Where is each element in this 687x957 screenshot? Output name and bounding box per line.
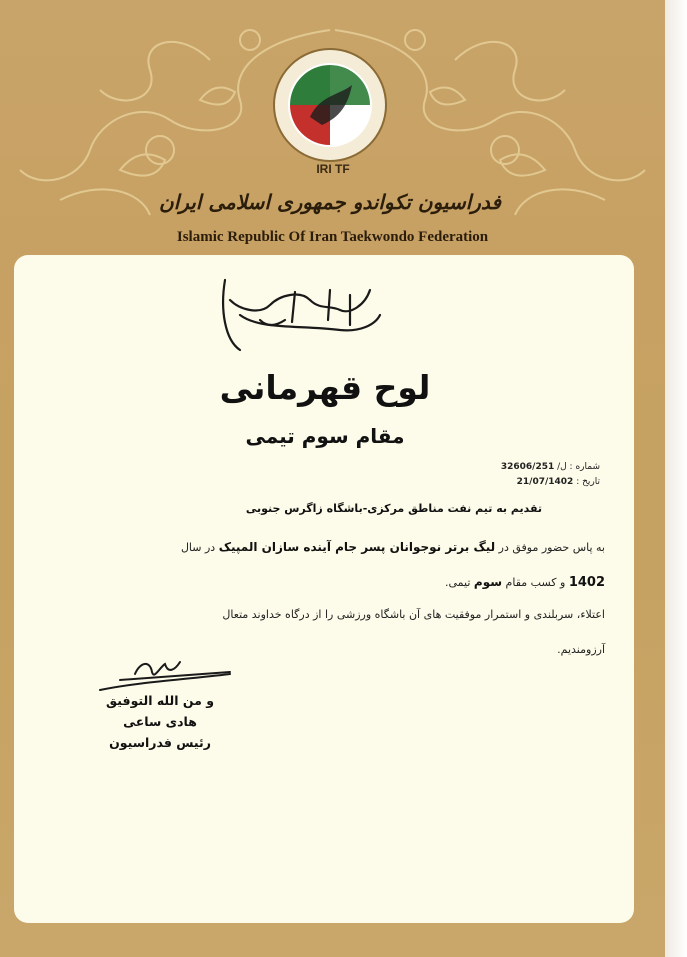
body-line-2-end: تیمی. [445, 576, 471, 589]
emblem-acronym: IRI TF [316, 162, 350, 176]
body-line-4: آرزومندیم. [557, 643, 605, 656]
body-line-2-mid: و کسب مقام [505, 576, 566, 589]
scan-margin [665, 0, 687, 957]
date-value: 21/07/1402 [516, 477, 574, 487]
rank-word: سوم [473, 575, 503, 589]
year-value: 1402 [568, 575, 605, 590]
body-line-1-start: به پاس حضور موفق در [498, 541, 605, 554]
body-line-2 [85, 575, 605, 590]
signature-block [100, 690, 220, 753]
body-line-3: اعتلاء، سربلندی و استمرار موفقیت های آن باشگاه ورزشی را از درگاه خداوند متعال [222, 608, 605, 621]
federation-emblem [270, 45, 390, 165]
basmala-calligraphy [200, 270, 400, 355]
signature-line-1: و من الله التوفیق [106, 693, 214, 708]
federation-name-persian: فدراسیون تکواندو جمهوری اسلامی ایران [159, 190, 501, 214]
issue-date [517, 477, 600, 487]
number-value: 32606/251 [500, 462, 555, 472]
body-line-1-end: در سال [180, 541, 216, 554]
date-label: تاریخ : [576, 477, 600, 487]
federation-name-english: Islamic Republic Of Iran Taekwondo Federation [176, 229, 489, 245]
certificate-subtitle: مقام سوم تیمی [245, 424, 405, 448]
body-line-1 [85, 540, 605, 554]
certificate-title: لوح قهرمانی [219, 368, 431, 407]
number-label: شماره : ل/ [557, 462, 600, 472]
signature-name: هادی ساعی [123, 714, 197, 729]
league-name: لیگ برتر نوجوانان پسر جام آینده سازان المپیک [218, 540, 496, 554]
recipient-line: تقدیم به تیم نفت مناطق مرکزی-باشگاه زاگرس جنوبی [245, 502, 542, 515]
signature-title: رئیس فدراسیون [109, 735, 211, 750]
reference-number [501, 462, 600, 472]
